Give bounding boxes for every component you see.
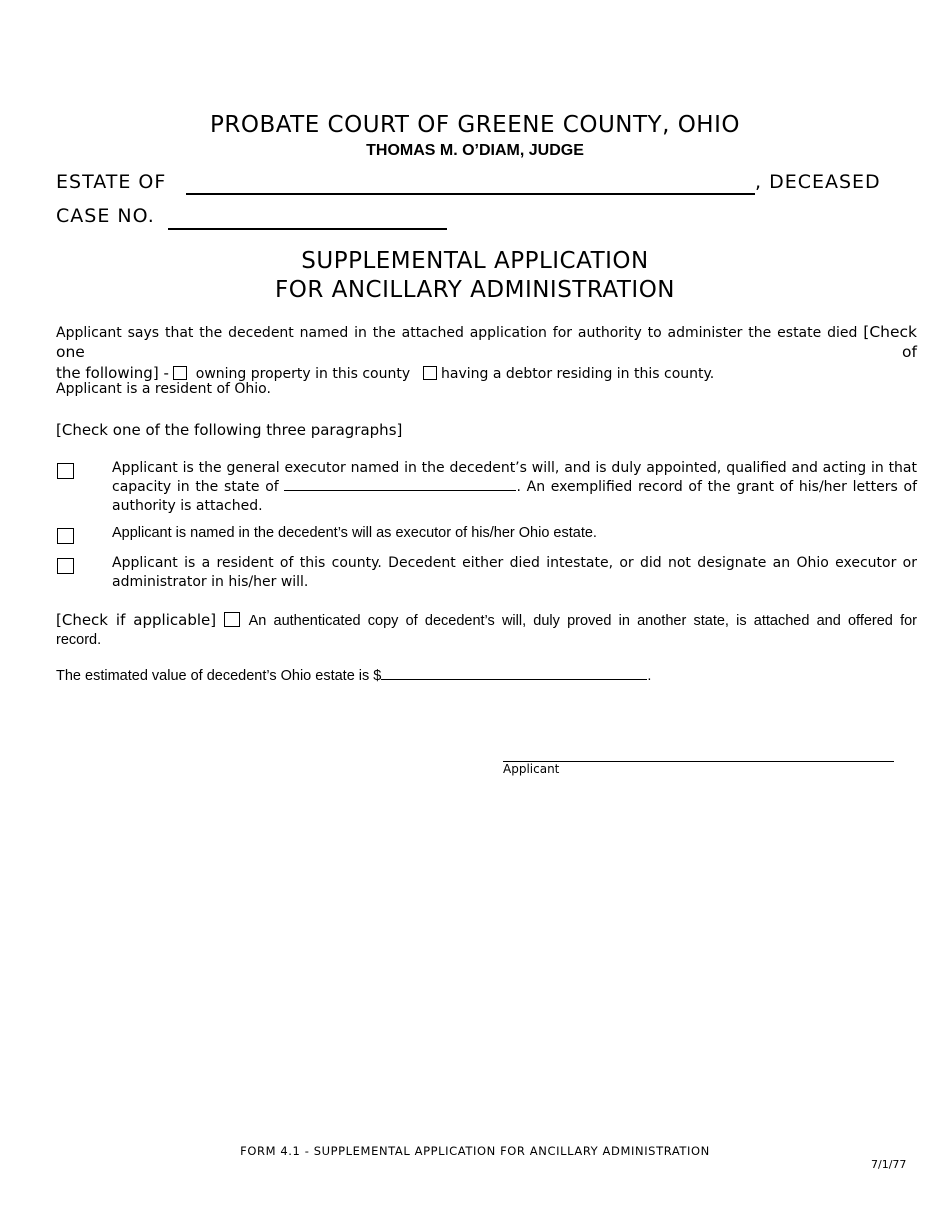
deceased-label: , DECEASED	[755, 171, 881, 193]
form-title-line2: FOR ANCILLARY ADMINISTRATION	[274, 277, 675, 303]
intro-text: Applicant says that the decedent named in the attached application for authority to administer the estate died	[56, 325, 858, 341]
intro-paragraph	[56, 323, 917, 384]
applicable-label: [Check if applicable]	[56, 611, 217, 629]
general-executor-text: Applicant is the general executor named in the decedent’s will, and is duly appointed, qualified and acting in that capacity in the state of	[112, 460, 917, 495]
applicable-paragraph	[56, 610, 917, 650]
state-field[interactable]	[284, 490, 516, 491]
county-resident-paragraph: Applicant is a resident of this county. Decedent either died intestate, or did not designate an Ohio executor or administrator in his/her will.	[112, 555, 917, 590]
footer-date: 7/1/77	[871, 1158, 907, 1171]
intro-instruction: the following] -	[56, 364, 169, 382]
applicable-text: An authenticated copy of decedent’s will, duly proved in another state, is attached and offered for	[248, 613, 917, 629]
signature-line[interactable]	[503, 761, 894, 762]
court-title: PROBATE COURT OF GREENE COUNTY, OHIO	[209, 112, 740, 138]
signature-label: Applicant	[503, 762, 560, 776]
debtor-checkbox[interactable]	[423, 366, 437, 380]
general-executor-paragraph	[112, 459, 917, 516]
general-executor-text-cont: . An exemplified record of the grant of his/her letters of authority is attached.	[112, 479, 917, 514]
intro-instruction-part: [Check one of	[56, 323, 917, 361]
estate-name-field[interactable]	[186, 175, 755, 195]
check-instruction: [Check one of the following three paragraphs]	[56, 421, 403, 439]
estimate-label: The estimated value of decedent’s Ohio estate is $	[56, 668, 382, 684]
estimate-period: .	[647, 668, 652, 684]
form-title-line1: SUPPLEMENTAL APPLICATION	[301, 248, 649, 274]
authenticated-will-checkbox[interactable]	[224, 612, 240, 627]
applicable-text-cont: record.	[56, 632, 102, 648]
debtor-label: having a debtor residing in this county.	[441, 366, 715, 382]
case-number-field[interactable]	[168, 210, 447, 230]
ohio-executor-checkbox[interactable]	[57, 528, 74, 544]
owning-property-checkbox[interactable]	[173, 366, 187, 380]
estimate-line	[56, 665, 651, 684]
general-executor-checkbox[interactable]	[57, 463, 74, 479]
estate-label: ESTATE OF	[56, 171, 167, 193]
case-number-label: CASE NO.	[56, 205, 155, 227]
resident-statement: Applicant is a resident of Ohio.	[56, 381, 271, 397]
judge-name: THOMAS M. O’DIAM, JUDGE	[366, 142, 584, 159]
estimate-value-field[interactable]	[381, 665, 647, 680]
owning-property-label: owning property in this county	[195, 366, 411, 382]
footer-form-name: FORM 4.1 - SUPPLEMENTAL APPLICATION FOR ANCILLARY ADMINISTRATION	[240, 1144, 710, 1158]
ohio-executor-paragraph: Applicant is named in the decedent’s will as executor of his/her Ohio estate.	[112, 525, 597, 541]
county-resident-checkbox[interactable]	[57, 558, 74, 574]
